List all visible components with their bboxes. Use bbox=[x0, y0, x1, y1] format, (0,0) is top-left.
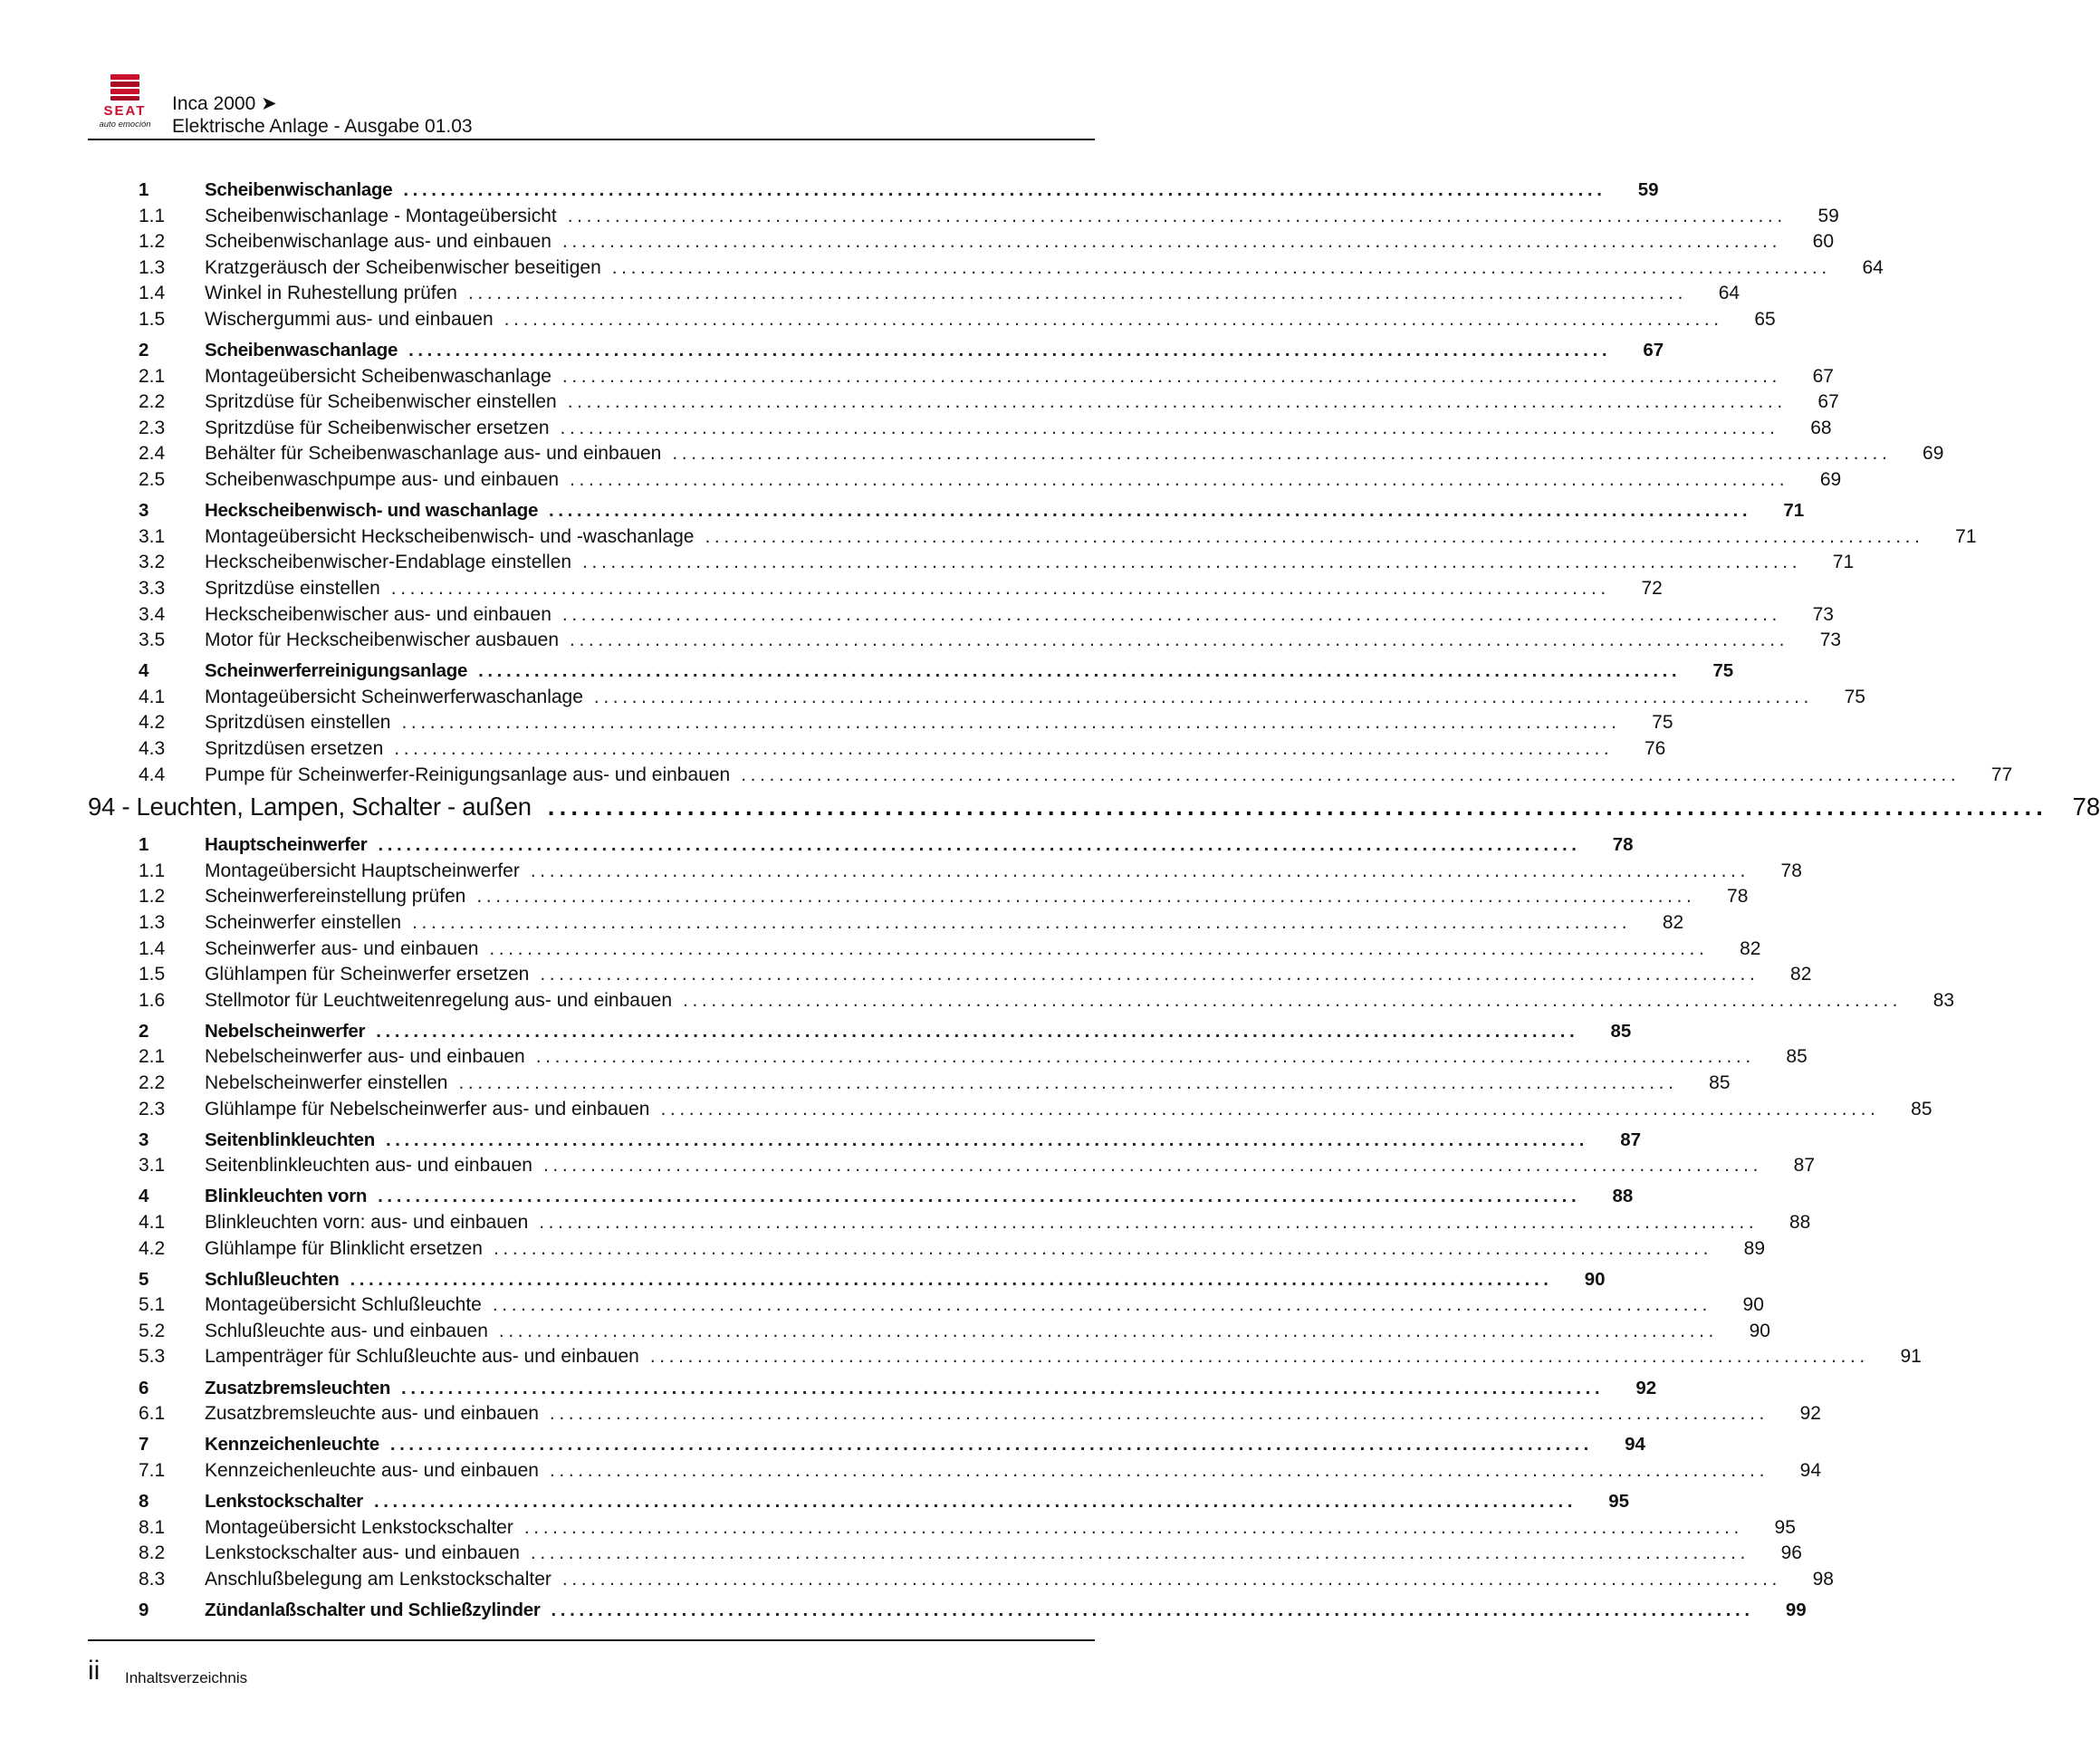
entry-page: 64 bbox=[1718, 283, 1740, 304]
entry-title: Heckscheibenwischer aus- und einbauen bbox=[205, 603, 551, 625]
entry-title: Stellmotor für Leuchtweitenregelung aus- und einbauen bbox=[205, 989, 673, 1011]
entry-page: 88 bbox=[1788, 1211, 1811, 1233]
entry-page: 88 bbox=[1612, 1186, 1634, 1207]
dot-leader: ................................................................................................................................. bbox=[535, 1046, 1755, 1068]
entry-title: Kratzgeräusch der Scheibenwischer beseitigen bbox=[205, 256, 601, 278]
toc-entry[interactable] bbox=[88, 1294, 1764, 1321]
dot-leader: ................................................................................................................................. bbox=[567, 391, 1787, 413]
dot-leader: ................................................................................................................................. bbox=[611, 256, 1831, 278]
entry-title: Scheibenwischanlage bbox=[205, 179, 393, 200]
entry-number: 4.1 bbox=[139, 1211, 166, 1233]
toc-section bbox=[88, 1263, 1922, 1372]
dot-leader: ................................................................................................................................. bbox=[542, 1155, 1762, 1177]
entry-title: Seitenblinkleuchten bbox=[205, 1129, 375, 1150]
toc-chapter-heading[interactable] bbox=[88, 793, 2100, 834]
entry-number: 3.2 bbox=[139, 552, 166, 573]
toc-entry[interactable] bbox=[88, 1211, 1811, 1238]
entry-title: Scheinwerfer einstellen bbox=[205, 911, 402, 933]
dot-leader: ................................................................................................................................. bbox=[549, 1459, 1769, 1481]
toc-entry[interactable] bbox=[88, 417, 1832, 444]
entry-number: 3.5 bbox=[139, 629, 166, 651]
entry-page: 82 bbox=[1662, 911, 1684, 933]
toc-entry[interactable] bbox=[88, 737, 1666, 764]
entry-number: 2.1 bbox=[139, 365, 166, 387]
dot-leader: ................................................................................................................................. bbox=[561, 603, 1781, 625]
toc-section bbox=[88, 1124, 1815, 1181]
entry-page: 65 bbox=[1754, 308, 1776, 330]
entry-page: 76 bbox=[1644, 737, 1666, 759]
footer-divider bbox=[88, 1639, 1095, 1641]
entry-number: 4.2 bbox=[139, 712, 166, 734]
toc-entry[interactable] bbox=[88, 764, 2013, 791]
entry-page: 92 bbox=[1635, 1377, 1657, 1398]
entry-title: Zusatzbremsleuchten bbox=[205, 1377, 391, 1398]
entry-number: 1.1 bbox=[139, 205, 166, 226]
toc-entry[interactable] bbox=[88, 1542, 1802, 1569]
toc-entry[interactable] bbox=[88, 1403, 1821, 1429]
dot-leader: ................................................................................................................................. bbox=[549, 1403, 1769, 1425]
dot-leader: ................................................................................................................................. bbox=[570, 629, 1789, 651]
entry-title: Montageübersicht Schlußleuchte bbox=[205, 1294, 482, 1316]
entry-number: 1.5 bbox=[139, 964, 166, 985]
entry-number: 2.3 bbox=[139, 1098, 166, 1119]
dot-leader: ................................................................................................................................. bbox=[492, 1294, 1712, 1316]
entry-page: 69 bbox=[1819, 469, 1842, 491]
logo-wordmark: SEAT bbox=[103, 103, 147, 119]
document-subtitle: Elektrische Anlage - Ausgabe 01.03 bbox=[172, 116, 473, 137]
entry-page: 72 bbox=[1641, 577, 1663, 599]
entry-page: 73 bbox=[1812, 603, 1834, 625]
entry-number: 2.5 bbox=[139, 469, 166, 491]
entry-page: 78 bbox=[1780, 860, 1802, 881]
entry-title: Spritzdüsen ersetzen bbox=[205, 737, 384, 759]
dot-leader: ................................................................................................................................. bbox=[412, 911, 1632, 933]
entry-number: 9 bbox=[139, 1599, 149, 1620]
entry-title: Behälter für Scheibenwaschanlage aus- und einbauen bbox=[205, 443, 662, 465]
dot-leader: ................................................................................................................................. bbox=[672, 443, 1892, 465]
entry-title: Scheibenwischanlage aus- und einbauen bbox=[205, 231, 551, 253]
dot-leader: ................................................................................................................................. bbox=[376, 1020, 1579, 1042]
entry-number: 8.1 bbox=[139, 1516, 166, 1538]
entry-title: Scheinwerferreinigungsanlage bbox=[205, 660, 468, 682]
dot-leader: ................................................................................................................................. bbox=[561, 365, 1781, 387]
entry-title: Nebelscheinwerfer bbox=[205, 1020, 366, 1042]
dot-leader: ................................................................................................................................. bbox=[458, 1072, 1678, 1093]
toc-entry[interactable] bbox=[88, 1568, 1834, 1595]
entry-page: 85 bbox=[1709, 1072, 1731, 1093]
toc-entry[interactable] bbox=[88, 964, 1812, 990]
dot-leader: ................................................................................................................................. bbox=[389, 1434, 1593, 1456]
dot-leader: ................................................................................................................................. bbox=[493, 1237, 1713, 1259]
entry-title: Montageübersicht Lenkstockschalter bbox=[205, 1516, 513, 1538]
toc-section-heading[interactable] bbox=[88, 1268, 1606, 1295]
toc-entry[interactable] bbox=[88, 603, 1834, 630]
entry-number: 8.2 bbox=[139, 1542, 166, 1564]
entry-title: Pumpe für Scheinwerfer-Reinigungsanlage aus- und einbauen bbox=[205, 764, 731, 785]
entry-page: 90 bbox=[1742, 1294, 1764, 1316]
entry-page: 85 bbox=[1786, 1046, 1808, 1068]
dot-leader: ................................................................................................................................. bbox=[468, 283, 1688, 304]
toc-entry[interactable] bbox=[88, 205, 1839, 232]
dot-leader: ................................................................................................................................. bbox=[478, 660, 1682, 682]
entry-number: 3 bbox=[139, 1129, 149, 1150]
toc-entry[interactable] bbox=[88, 1320, 1770, 1347]
entry-page: 90 bbox=[1584, 1268, 1606, 1290]
dot-leader: ................................................................................................................................. bbox=[540, 964, 1760, 985]
entry-number: 1.1 bbox=[139, 860, 166, 881]
entry-page: 67 bbox=[1812, 365, 1834, 387]
toc-section-heading[interactable] bbox=[88, 1129, 1642, 1156]
page-header bbox=[88, 69, 1095, 141]
entry-title: Glühlampe für Nebelscheinwerfer aus- und einbauen bbox=[205, 1098, 650, 1119]
table-of-contents bbox=[88, 179, 2100, 1625]
entry-page: 85 bbox=[1911, 1098, 1932, 1119]
dot-leader: ................................................................................................................................. bbox=[547, 793, 2048, 821]
entry-page: 60 bbox=[1812, 231, 1834, 253]
entry-number: 5 bbox=[139, 1268, 149, 1290]
entry-page: 75 bbox=[1652, 712, 1673, 734]
toc-section bbox=[88, 1429, 1822, 1486]
dot-leader: ................................................................................................................................. bbox=[401, 712, 1621, 734]
dot-leader: ................................................................................................................................. bbox=[403, 179, 1606, 200]
entry-number: 1.2 bbox=[139, 231, 166, 253]
entry-number: 2.4 bbox=[139, 443, 166, 465]
entry-number: 6 bbox=[139, 1377, 149, 1398]
toc-entry[interactable] bbox=[88, 886, 1749, 912]
dot-leader: ................................................................................................................................. bbox=[551, 1599, 1754, 1620]
entry-title: Winkel in Ruhestellung prüfen bbox=[205, 283, 457, 304]
dot-leader: ................................................................................................................................. bbox=[378, 1186, 1581, 1207]
entry-page: 69 bbox=[1923, 443, 1944, 465]
entry-number: 4.3 bbox=[139, 737, 166, 759]
entry-title: Scheibenwaschanlage bbox=[205, 340, 398, 361]
toc-entry[interactable] bbox=[88, 937, 1761, 965]
entry-page: 92 bbox=[1799, 1403, 1821, 1425]
dot-leader: ................................................................................................................................. bbox=[649, 1346, 1869, 1368]
toc-section bbox=[88, 834, 1955, 1015]
dot-leader: ................................................................................................................................. bbox=[498, 1320, 1718, 1341]
entry-title: Glühlampe für Blinklicht ersetzen bbox=[205, 1237, 483, 1259]
entry-number: 8 bbox=[139, 1490, 149, 1512]
dot-leader: ................................................................................................................................. bbox=[561, 231, 1781, 253]
dot-leader: ................................................................................................................................. bbox=[530, 860, 1750, 881]
entry-title: Scheinwerfereinstellung prüfen bbox=[205, 886, 466, 908]
entry-number: 4 bbox=[139, 660, 149, 682]
entry-number: 3.3 bbox=[139, 577, 166, 599]
dot-leader: ................................................................................................................................. bbox=[385, 1129, 1589, 1150]
entry-page: 83 bbox=[1932, 989, 1955, 1011]
dot-leader: ................................................................................................................................. bbox=[582, 552, 1802, 573]
seat-logo-icon bbox=[88, 72, 162, 103]
toc-section bbox=[88, 179, 1884, 335]
entry-title: Seitenblinkleuchten aus- und einbauen bbox=[205, 1155, 532, 1177]
toc-entry[interactable] bbox=[88, 391, 1839, 418]
entry-title: Motor für Heckscheibenwischer ausbauen bbox=[205, 629, 560, 651]
entry-title: Wischergummi aus- und einbauen bbox=[205, 308, 494, 330]
entry-number: 2.2 bbox=[139, 1072, 166, 1093]
toc-entry[interactable] bbox=[88, 712, 1673, 738]
toc-section bbox=[88, 1015, 1932, 1124]
entry-title: Scheibenwaschpumpe aus- und einbauen bbox=[205, 469, 560, 491]
entry-number: 3.1 bbox=[139, 1155, 166, 1177]
toc-entry[interactable] bbox=[88, 525, 1977, 552]
toc-section-heading[interactable] bbox=[88, 1020, 1632, 1047]
entry-page: 90 bbox=[1749, 1320, 1770, 1341]
entry-page: 64 bbox=[1862, 256, 1884, 278]
toc-section bbox=[88, 656, 2013, 790]
entry-page: 95 bbox=[1608, 1490, 1630, 1512]
toc-section-heading[interactable] bbox=[88, 179, 1659, 206]
entry-title: Kennzeichenleuchte bbox=[205, 1434, 379, 1456]
entry-number: 3.4 bbox=[139, 603, 166, 625]
toc-entry[interactable] bbox=[88, 1237, 1766, 1264]
toc-entry[interactable] bbox=[88, 1516, 1796, 1543]
entry-title: Spritzdüse für Scheibenwischer ersetzen bbox=[205, 417, 550, 438]
toc-section-heading[interactable] bbox=[88, 1377, 1657, 1404]
entry-page: 87 bbox=[1793, 1155, 1815, 1177]
entry-title: Zusatzbremsleuchte aus- und einbauen bbox=[205, 1403, 539, 1425]
entry-title: Kennzeichenleuchte aus- und einbauen bbox=[205, 1459, 539, 1481]
entry-page: 73 bbox=[1819, 629, 1842, 651]
entry-title: Nebelscheinwerfer aus- und einbauen bbox=[205, 1046, 525, 1068]
entry-title: Hauptscheinwerfer bbox=[205, 834, 368, 856]
entry-number: 1.4 bbox=[139, 283, 166, 304]
toc-entry[interactable] bbox=[88, 860, 1802, 887]
dot-leader: ................................................................................................................................. bbox=[390, 577, 1610, 599]
toc-entry[interactable] bbox=[88, 365, 1834, 392]
toc-section bbox=[88, 1485, 1834, 1594]
entry-page: 98 bbox=[1812, 1568, 1834, 1590]
entry-number: 3.1 bbox=[139, 525, 166, 547]
dot-leader: ................................................................................................................................. bbox=[401, 1377, 1605, 1398]
entry-number: 5.1 bbox=[139, 1294, 166, 1316]
dot-leader: ................................................................................................................................. bbox=[378, 834, 1581, 856]
toc-section bbox=[88, 1594, 1807, 1625]
entry-title: Scheinwerfer aus- und einbauen bbox=[205, 937, 479, 959]
dot-leader: ................................................................................................................................. bbox=[476, 886, 1696, 908]
dot-leader: ................................................................................................................................. bbox=[394, 737, 1614, 759]
entry-page: 67 bbox=[1643, 340, 1664, 361]
entry-number: 5.2 bbox=[139, 1320, 166, 1341]
entry-page: 59 bbox=[1637, 179, 1659, 200]
entry-title: Lenkstockschalter bbox=[205, 1490, 363, 1512]
entry-page: 95 bbox=[1774, 1516, 1796, 1538]
entry-title: Blinkleuchten vorn: aus- und einbauen bbox=[205, 1211, 529, 1233]
entry-page: 59 bbox=[1817, 205, 1839, 226]
dot-leader: ................................................................................................................................. bbox=[741, 764, 1961, 785]
toc-entry[interactable] bbox=[88, 1046, 1808, 1072]
dot-leader: ................................................................................................................................. bbox=[560, 417, 1779, 438]
entry-page: 75 bbox=[1844, 686, 1865, 707]
entry-title: Spritzdüsen einstellen bbox=[205, 712, 391, 734]
entry-number: 2.3 bbox=[139, 417, 166, 438]
entry-title: Heckscheibenwisch- und waschanlage bbox=[205, 500, 539, 522]
toc-section-heading[interactable] bbox=[88, 1186, 1634, 1212]
dot-leader: ................................................................................................................................. bbox=[660, 1098, 1880, 1119]
dot-leader: ................................................................................................................................. bbox=[489, 937, 1709, 959]
entry-page: 89 bbox=[1743, 1237, 1766, 1259]
entry-page: 78 bbox=[1612, 834, 1634, 856]
toc-entry[interactable] bbox=[88, 443, 1944, 469]
dot-leader: ................................................................................................................................. bbox=[549, 500, 1752, 522]
header-divider bbox=[88, 139, 1095, 140]
toc-entry[interactable] bbox=[88, 1098, 1932, 1125]
entry-title: Schlußleuchten bbox=[205, 1268, 340, 1290]
entry-number: 7 bbox=[139, 1434, 149, 1456]
toc-entry[interactable] bbox=[88, 231, 1834, 257]
entry-title: Montageübersicht Scheibenwaschanlage bbox=[205, 365, 551, 387]
entry-number: 1.3 bbox=[139, 256, 166, 278]
entry-page: 85 bbox=[1610, 1020, 1632, 1042]
entry-number: 4.4 bbox=[139, 764, 166, 785]
entry-title: Lenkstockschalter aus- und einbauen bbox=[205, 1542, 520, 1564]
entry-title: Montageübersicht Heckscheibenwisch- und -waschanlage bbox=[205, 525, 695, 547]
seat-logo bbox=[88, 72, 162, 129]
entry-title: Heckscheibenwischer-Endablage einstellen bbox=[205, 552, 572, 573]
entry-title: Zündanlaßschalter und Schließzylinder bbox=[205, 1599, 541, 1620]
entry-number: 1.2 bbox=[139, 886, 166, 908]
entry-page: 91 bbox=[1900, 1346, 1922, 1368]
document-title: Inca 2000 ➤ bbox=[172, 93, 277, 114]
entry-number: 4 bbox=[139, 1186, 149, 1207]
entry-page: 71 bbox=[1783, 500, 1805, 522]
entry-number: 1.5 bbox=[139, 308, 166, 330]
entry-number: 8.3 bbox=[139, 1568, 166, 1590]
toc-entry[interactable] bbox=[88, 1155, 1815, 1181]
entry-title: Lampenträger für Schlußleuchte aus- und einbauen bbox=[205, 1346, 639, 1368]
dot-leader: ................................................................................................................................. bbox=[350, 1268, 1553, 1290]
logo-tagline: auto emoción bbox=[99, 120, 151, 130]
dot-leader: ................................................................................................................................. bbox=[705, 525, 1924, 547]
entry-number: 4.1 bbox=[139, 686, 166, 707]
entry-page: 94 bbox=[1799, 1459, 1822, 1481]
entry-number: 3 bbox=[139, 500, 149, 522]
entry-number: 1.3 bbox=[139, 911, 166, 933]
toc-section-heading[interactable] bbox=[88, 834, 1634, 860]
toc-entry[interactable] bbox=[88, 469, 1842, 495]
dot-leader: ................................................................................................................................. bbox=[408, 340, 1612, 361]
dot-leader: ................................................................................................................................. bbox=[593, 686, 1813, 707]
entry-page: 87 bbox=[1620, 1129, 1642, 1150]
toc-entry[interactable] bbox=[88, 1072, 1731, 1099]
entry-page: 67 bbox=[1817, 391, 1839, 413]
toc-section-heading[interactable] bbox=[88, 1434, 1645, 1460]
entry-number: 1 bbox=[139, 834, 149, 856]
toc-entry[interactable] bbox=[88, 1459, 1822, 1486]
toc-section-heading[interactable] bbox=[88, 340, 1664, 366]
entry-number: 1.4 bbox=[139, 937, 166, 959]
toc-section bbox=[88, 1181, 1811, 1263]
entry-title: Scheibenwischanlage - Montageübersicht bbox=[205, 205, 557, 226]
dot-leader: ................................................................................................................................. bbox=[570, 469, 1789, 491]
entry-number: 5.3 bbox=[139, 1346, 166, 1368]
entry-page: 71 bbox=[1832, 552, 1855, 573]
toc-section-heading[interactable] bbox=[88, 660, 1734, 687]
entry-title: Montageübersicht Scheinwerferwaschanlage bbox=[205, 686, 583, 707]
dot-leader: ................................................................................................................................. bbox=[530, 1542, 1750, 1564]
entry-title: Spritzdüse einstellen bbox=[205, 577, 380, 599]
dot-leader: ................................................................................................................................. bbox=[567, 205, 1787, 226]
dot-leader: ................................................................................................................................. bbox=[539, 1211, 1759, 1233]
entry-number: 2 bbox=[139, 1020, 149, 1042]
toc-entry[interactable] bbox=[88, 283, 1740, 309]
dot-leader: ................................................................................................................................. bbox=[561, 1568, 1781, 1590]
toc-entry[interactable] bbox=[88, 577, 1663, 604]
toc-entry[interactable] bbox=[88, 989, 1955, 1016]
dot-leader: ................................................................................................................................. bbox=[683, 989, 1903, 1011]
entry-title: Montageübersicht Hauptscheinwerfer bbox=[205, 860, 520, 881]
entry-page: 96 bbox=[1780, 1542, 1802, 1564]
entry-title: Glühlampen für Scheinwerfer ersetzen bbox=[205, 964, 530, 985]
toc-entry[interactable] bbox=[88, 1346, 1922, 1372]
entry-number: 1 bbox=[139, 179, 149, 200]
entry-title: Spritzdüse für Scheibenwischer einstellen bbox=[205, 391, 557, 413]
entry-number: 4.2 bbox=[139, 1237, 166, 1259]
toc-section-heading[interactable] bbox=[88, 500, 1805, 526]
entry-page: 68 bbox=[1810, 417, 1832, 438]
entry-number: 6.1 bbox=[139, 1403, 166, 1425]
footer-label: Inhaltsverzeichnis bbox=[125, 1669, 248, 1686]
toc-section bbox=[88, 495, 1977, 656]
dot-leader: ................................................................................................................................. bbox=[503, 308, 1723, 330]
dot-leader: ................................................................................................................................. bbox=[373, 1490, 1577, 1512]
chapter-page: 78 bbox=[2072, 793, 2100, 821]
entry-page: 99 bbox=[1785, 1599, 1807, 1620]
entry-page: 71 bbox=[1955, 525, 1977, 547]
toc-section-heading[interactable] bbox=[88, 1490, 1630, 1517]
entry-title: Anschlußbelegung am Lenkstockschalter bbox=[205, 1568, 551, 1590]
entry-number: 2.2 bbox=[139, 391, 166, 413]
chapter-title: 94 - Leuchten, Lampen, Schalter - außen bbox=[88, 793, 532, 821]
toc-entry[interactable] bbox=[88, 308, 1776, 335]
entry-page: 82 bbox=[1740, 937, 1761, 959]
entry-number: 2.1 bbox=[139, 1046, 166, 1068]
entry-number: 2 bbox=[139, 340, 149, 361]
toc-entry[interactable] bbox=[88, 629, 1842, 656]
entry-page: 94 bbox=[1625, 1434, 1645, 1456]
toc-section bbox=[88, 1372, 1821, 1429]
toc-entry[interactable] bbox=[88, 256, 1884, 283]
toc-section bbox=[88, 335, 1944, 495]
entry-number: 1.6 bbox=[139, 989, 166, 1011]
entry-title: Blinkleuchten vorn bbox=[205, 1186, 368, 1207]
toc-entry[interactable] bbox=[88, 686, 1865, 713]
entry-title: Nebelscheinwerfer einstellen bbox=[205, 1072, 448, 1093]
entry-number: 7.1 bbox=[139, 1459, 166, 1481]
entry-title: Schlußleuchte aus- und einbauen bbox=[205, 1320, 488, 1341]
entry-page: 82 bbox=[1790, 964, 1812, 985]
toc-entry[interactable] bbox=[88, 911, 1684, 938]
entry-page: 78 bbox=[1727, 886, 1749, 908]
entry-page: 77 bbox=[1990, 764, 2013, 785]
dot-leader: ................................................................................................................................. bbox=[523, 1516, 1743, 1538]
entry-page: 75 bbox=[1712, 660, 1734, 682]
toc-entry[interactable] bbox=[88, 552, 1855, 578]
toc-section-heading[interactable] bbox=[88, 1599, 1807, 1626]
footer-page-number: ii bbox=[88, 1656, 101, 1686]
